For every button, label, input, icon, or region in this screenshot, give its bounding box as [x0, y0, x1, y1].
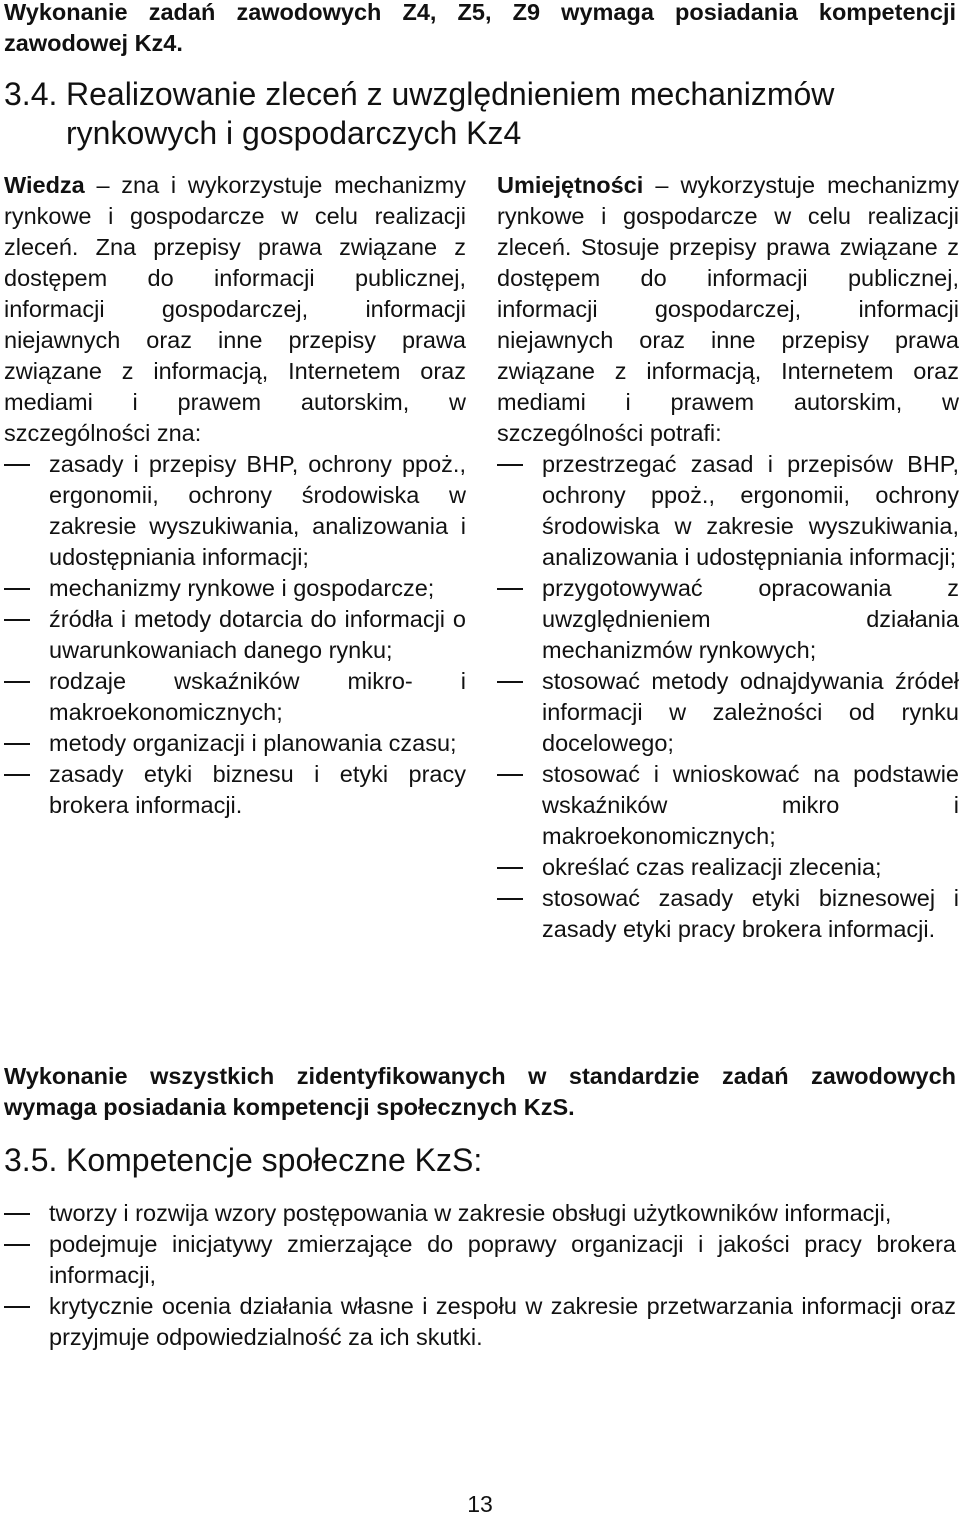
dash-bullet-icon — [497, 464, 523, 466]
skills-list — [497, 449, 959, 945]
list-item: określać czas realizacji zlecenia; — [497, 852, 959, 883]
list-item: źródła i metody dotarcia do informacji o uwarunkowaniach danego rynku; — [4, 604, 466, 666]
section-heading-3-4 — [4, 75, 956, 153]
list-item: stosować zasady etyki biznesowej i zasady etyki pracy brokera informacji. — [497, 883, 959, 945]
list-item: podejmuje inicjatywy zmierzające do poprawy organizacji i jakości pracy brokera informacji, — [4, 1229, 956, 1291]
page-number: 13 — [467, 1491, 493, 1517]
section-title: Kompetencje społeczne KzS: — [66, 1142, 483, 1178]
skills-text: – wykorzystuje mechanizmy rynkowe i gospodarcze w celu realizacji zleceń. Stosuje przepisy prawa związane z dostępem do informacji publicznej, informacji gospodarczej, informacji niejawnych oraz inne przepisy prawa związane z informacją, Internetem oraz mediami i prawem autorskim, w szczególności potrafi: — [497, 172, 959, 446]
list-item: zasady i przepisy BHP, ochrony ppoż., ergonomii, ochrony środowiska w zakresie wyszukiwania, analizowania i udostępniania informacji; — [4, 449, 466, 573]
list-item: zasady etyki biznesu i etyki pracy brokera informacji. — [4, 759, 466, 821]
dash-bullet-icon — [497, 588, 523, 590]
skills-paragraph — [497, 170, 959, 449]
section-heading-3-5 — [4, 1141, 956, 1180]
dash-bullet-icon — [497, 898, 523, 900]
list-item: stosować i wnioskować na podstawie wskaźników mikro i makroekonomicznych; — [497, 759, 959, 852]
section-title: Realizowanie zleceń z uwzględnieniem mechanizmów rynkowych i gospodarczych Kz4 — [66, 76, 835, 151]
list-item: przestrzegać zasad i przepisów BHP, ochrony ppoż., ergonomii, ochrony środowiska w zakresie wyszukiwania, analizowania i udostępniania informacji; — [497, 449, 959, 573]
dash-bullet-icon — [4, 743, 30, 745]
list-item: rodzaje wskaźników mikro- i makroekonomicznych; — [4, 666, 466, 728]
knowledge-label: Wiedza — [4, 172, 85, 198]
intro-heading: Wykonanie zadań zawodowych Z4, Z5, Z9 wymaga posiadania kompetencji zawodowej Kz4. — [4, 0, 956, 56]
knowledge-column — [4, 170, 466, 821]
dash-bullet-icon — [497, 774, 523, 776]
dash-bullet-icon — [497, 681, 523, 683]
dash-bullet-icon — [4, 1306, 30, 1308]
skills-column — [497, 170, 959, 945]
list-item: mechanizmy rynkowe i gospodarcze; — [4, 573, 466, 604]
dash-bullet-icon — [4, 1244, 30, 1246]
social-intro: Wykonanie wszystkich zidentyfikowanych w standardzie zadań zawodowych wymaga posiadania kompetencji społecznych KzS. — [4, 1063, 956, 1120]
list-item: stosować metody odnajdywania źródeł informacji w zależności od rynku docelowego; — [497, 666, 959, 759]
knowledge-list — [4, 449, 466, 821]
section-number: 3.4. — [4, 76, 58, 112]
knowledge-text: – zna i wykorzystuje mechanizmy rynkowe i gospodarcze w celu realizacji zleceń. Zna przepisy prawa związane z dostępem do informacji publicznej, informacji gospodarczej, informacji niejawnych oraz inne przepisy prawa związane z informacją, Internetem oraz mediami i prawem autorskim, w szczególności zna: — [4, 172, 466, 446]
dash-bullet-icon — [4, 681, 30, 683]
section-number: 3.5. — [4, 1142, 58, 1178]
skills-label: Umiejętności — [497, 172, 644, 198]
dash-bullet-icon — [4, 464, 30, 466]
dash-bullet-icon — [497, 867, 523, 869]
list-item: krytycznie ocenia działania własne i zespołu w zakresie przetwarzania informacji oraz przyjmuje odpowiedzialność za ich skutki. — [4, 1291, 956, 1353]
dash-bullet-icon — [4, 588, 30, 590]
dash-bullet-icon — [4, 619, 30, 621]
list-item: tworzy i rozwija wzory postępowania w zakresie obsługi użytkowników informacji, — [4, 1198, 956, 1229]
dash-bullet-icon — [4, 1213, 30, 1215]
list-item: przygotowywać opracowania z uwzględnieniem działania mechanizmów rynkowych; — [497, 573, 959, 666]
knowledge-paragraph — [4, 170, 466, 449]
list-item: metody organizacji i planowania czasu; — [4, 728, 466, 759]
social-list — [4, 1198, 956, 1353]
dash-bullet-icon — [4, 774, 30, 776]
